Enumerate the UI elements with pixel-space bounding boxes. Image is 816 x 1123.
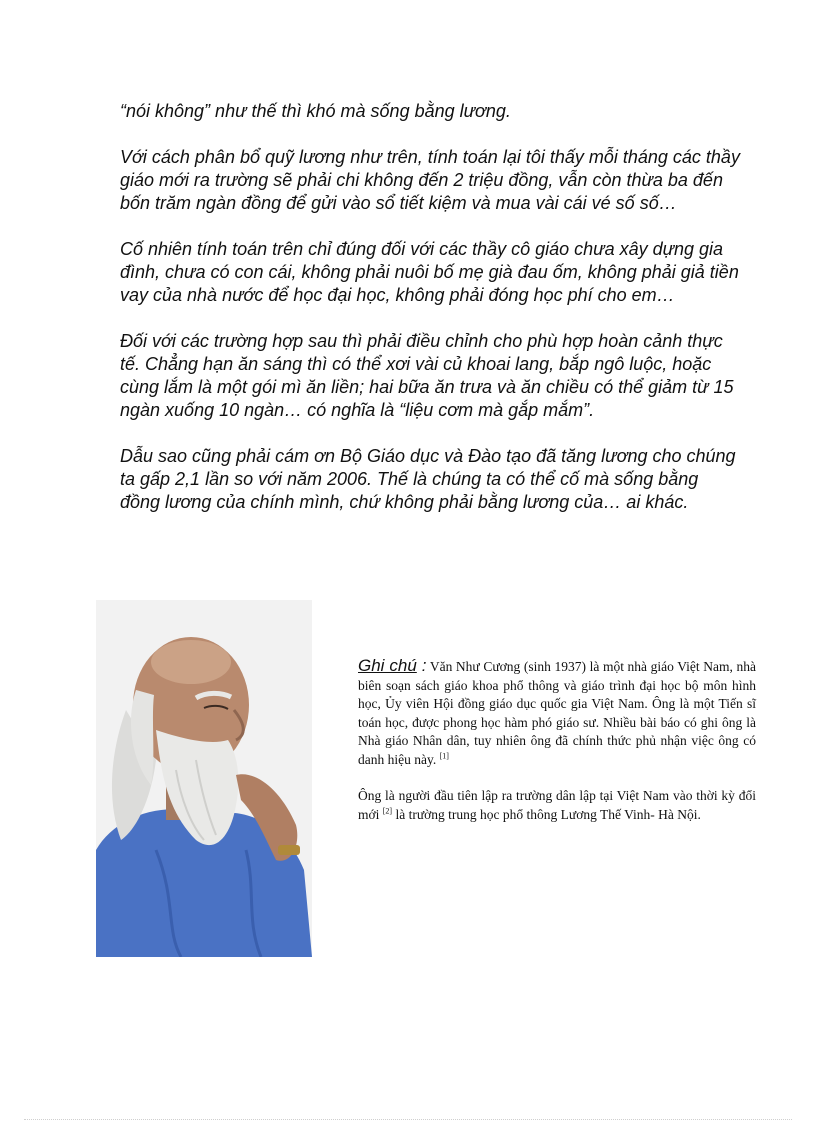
head-highlight [151, 640, 231, 684]
note-label: Ghi chú [358, 656, 417, 675]
portrait-illustration [96, 600, 312, 957]
note-text-2b: là trường trung học phổ thông Lương Thế Vinh- Hà Nội. [392, 806, 701, 822]
article-body [120, 100, 740, 537]
page-bottom-divider [24, 1119, 792, 1120]
paragraph-3: Cố nhiên tính toán trên chỉ đúng đối với các thầy cô giáo chưa xây dựng gia đình, chưa có con cái, không phải nuôi bố mẹ già đau ốm, không phải giả tiền vay của nhà nước để học đại học, không phải đóng học phí cho em… [120, 239, 739, 305]
note-paragraph-2 [358, 787, 756, 824]
paragraph-1: “nói không” như thế thì khó mà sống bằng lương. [120, 101, 511, 121]
portrait-photo [96, 600, 312, 957]
paragraph-5: Dẫu sao cũng phải cám ơn Bộ Giáo dục và Đào tạo đã tăng lương cho chúng ta gấp 2,1 lần so với năm 2006. Thế là chúng ta có thể cố mà sống bằng đồng lương của chính mình, chứ không phải bằng lương của… ai khác. [120, 446, 736, 512]
note-paragraph-1 [358, 657, 756, 769]
reference-1[interactable]: [1] [439, 751, 449, 760]
biography-note [358, 657, 756, 842]
note-text-1: Văn Như Cương (sinh 1937) là một nhà giáo Việt Nam, nhà biên soạn sách giáo khoa phổ thông và giáo trình đại học bộ môn hình học, Ủy viên Hội đồng giáo dục quốc gia Việt Nam. Ông là một Tiến sĩ toán học, được phong học hàm phó giáo sư. Nhiều bài báo có ghi ông là Nhà giáo Nhân dân, tuy nhiên ông đã chính thức phủ nhận việc ông có danh hiệu này. [358, 659, 756, 767]
reference-2[interactable]: [2] [382, 806, 393, 815]
paragraph-2: Với cách phân bổ quỹ lương như trên, tính toán lại tôi thấy mỗi tháng các thầy giáo mới ra trường sẽ phải chi không đến 2 triệu đồng, vẫn còn thừa ba đến bốn trăm ngàn đồng để gửi vào sổ tiết kiệm và mua vài cái vé số số… [120, 147, 740, 213]
note-colon: : [416, 656, 427, 675]
note-text-2a: Ông là người đầu tiên lập ra trường dân lập tại Việt Nam vào thời kỳ đổi mới [358, 788, 756, 822]
paragraph-4: Đối với các trường hợp sau thì phải điều chỉnh cho phù hợp hoàn cảnh thực tế. Chẳng hạn ăn sáng thì có thể xơi vài củ khoai lang, bắp ngô luộc, hoặc cùng lắm là một gói mì ăn liền; hai bữa ăn trưa và ăn chiều có thể giảm từ 15 ngàn xuống 10 ngàn… có nghĩa là “liệu cơm mà gắp mắm”. [120, 331, 734, 420]
wristwatch [278, 845, 300, 855]
